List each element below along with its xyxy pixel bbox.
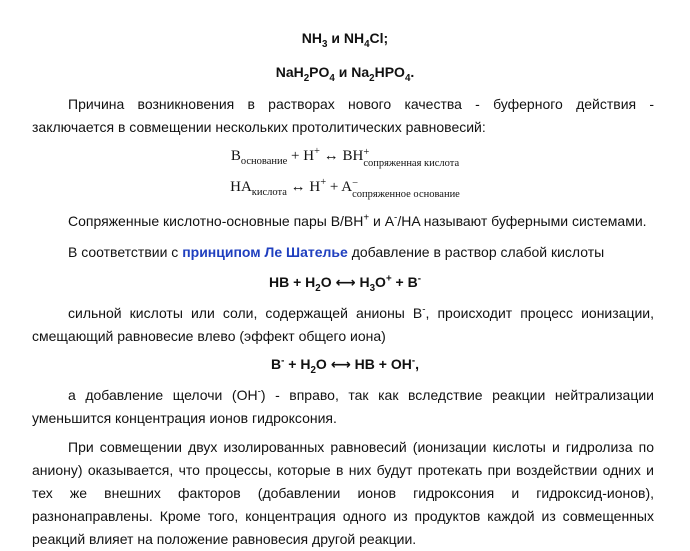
reaction-text: O bbox=[320, 274, 336, 290]
paragraph-text: В соответствии с bbox=[68, 244, 183, 260]
formula-text: HPO bbox=[374, 64, 405, 80]
paragraph-buffer-cause: Причина возникновения в растворах нового качества - буферного действия - заключается в совмещении нескольких протолитических равновесий: bbox=[32, 96, 654, 135]
reaction-superscript: - bbox=[417, 273, 422, 285]
equation-superscript: + bbox=[314, 146, 320, 157]
equation-subscript: основание bbox=[240, 156, 288, 167]
formula-text: и Na bbox=[334, 64, 370, 80]
reaction-text: O bbox=[315, 356, 331, 372]
reaction-superscript: + bbox=[385, 273, 392, 285]
reaction-text: HB + H bbox=[268, 274, 316, 290]
paragraph-text: /HA называют буферными системами. bbox=[397, 213, 647, 229]
reaction-text: B bbox=[270, 356, 282, 372]
paragraph-text: Сопряженные кислотно-основные пары B/BH bbox=[68, 213, 364, 229]
reaction-acid-ionization bbox=[0, 273, 690, 292]
formula-text: Cl; bbox=[369, 30, 389, 46]
equation-base-equilibrium bbox=[0, 147, 690, 169]
paragraph-strong-acid bbox=[32, 302, 654, 348]
equation-superscript: − bbox=[352, 178, 359, 189]
formula-subscript: 2 bbox=[303, 72, 310, 84]
equation-index-stack bbox=[363, 147, 459, 169]
equilibrium-arrow: ⟷ bbox=[335, 275, 356, 291]
formula-ammonia bbox=[0, 29, 690, 50]
equation-subscript: сопряженная кислота bbox=[363, 158, 460, 169]
formula-text: PO bbox=[309, 64, 330, 80]
reaction-subscript: 2 bbox=[315, 282, 321, 294]
reaction-text: + H bbox=[284, 356, 311, 372]
formula-subscript: 3 bbox=[322, 38, 328, 50]
charge-superscript: - bbox=[257, 386, 261, 398]
formula-text: . bbox=[410, 64, 415, 80]
equation-text: H bbox=[309, 179, 321, 195]
formula-text: и NH bbox=[327, 30, 365, 46]
equation-subscript: кислота bbox=[251, 187, 287, 198]
paragraph-combined-equilibria: При совмещении двух изолированных равновесий (ионизации кислоты и гидролиза по аниону) оказывается, что процессы, которые в них будут протекать при воздействии одних и тех же внешних факторов (добавлении ионов гидроксония и гидроксид-ионов), разнонаправлены. Кроме того, концентрация одного из продуктов каждой из совмещенных реакций влияет на положение равновесия другой реакции. bbox=[32, 439, 654, 547]
charge-superscript: - bbox=[394, 212, 398, 224]
le-chatelier-link[interactable]: принципом Ле Шателье bbox=[182, 244, 348, 260]
paragraph-text: а добавление щелочи (OH bbox=[68, 387, 258, 403]
formula-phosphates bbox=[0, 63, 690, 84]
reaction-text: + B bbox=[391, 274, 418, 290]
equilibrium-arrow: ↔ bbox=[319, 148, 343, 164]
reaction-subscript: 3 bbox=[369, 282, 376, 294]
reaction-text: HB + OH bbox=[350, 356, 412, 372]
paragraph-alkali-addition bbox=[32, 384, 654, 430]
formula-subscript: 4 bbox=[329, 72, 335, 84]
formula-subscript: 4 bbox=[404, 72, 411, 84]
reaction-superscript: - bbox=[281, 355, 285, 367]
equation-subscript: сопряженное основание bbox=[352, 189, 460, 200]
formula-subscript: 2 bbox=[369, 72, 375, 84]
paragraph-text: сильной кислоты или соли, содержащей анионы B bbox=[68, 305, 423, 321]
equation-text: + A bbox=[326, 179, 353, 195]
paragraph-text: , происходит процесс ионизации, смещающий равновесие влево (эффект общего иона) bbox=[32, 305, 654, 344]
equation-superscript: + bbox=[363, 147, 370, 158]
equation-text: B bbox=[230, 148, 241, 164]
equation-text: BH bbox=[342, 148, 364, 164]
equation-text: + H bbox=[287, 148, 315, 164]
reaction-subscript: 2 bbox=[310, 364, 316, 376]
paragraph-text: и A bbox=[369, 213, 395, 229]
formula-text: NH bbox=[301, 30, 323, 46]
paragraph-text: ) - вправо, так как вследствие реакции нейтрализации уменьшится концентрация ионов гидроксония. bbox=[32, 387, 654, 426]
formula-text: NaH bbox=[275, 64, 304, 80]
equation-text: HA bbox=[230, 179, 252, 195]
reaction-text: , bbox=[415, 356, 419, 372]
equilibrium-arrow: ⟷ bbox=[330, 357, 351, 373]
paragraph-conjugate-pairs bbox=[32, 210, 654, 233]
formula-subscript: 4 bbox=[364, 38, 370, 50]
paragraph-text: добавление в раствор слабой кислоты bbox=[347, 244, 605, 260]
reaction-anion-hydrolysis bbox=[0, 355, 690, 374]
equilibrium-arrow: ↔ bbox=[286, 179, 310, 195]
equation-superscript: + bbox=[320, 177, 327, 188]
reaction-text: H bbox=[355, 274, 370, 290]
equation-acid-equilibrium bbox=[0, 178, 690, 200]
reaction-text: O bbox=[375, 274, 386, 290]
charge-superscript: + bbox=[363, 212, 370, 224]
reaction-superscript: - bbox=[411, 355, 416, 367]
charge-superscript: - bbox=[422, 304, 426, 316]
paragraph-le-chatelier bbox=[32, 241, 654, 264]
equation-index-stack bbox=[352, 178, 460, 200]
